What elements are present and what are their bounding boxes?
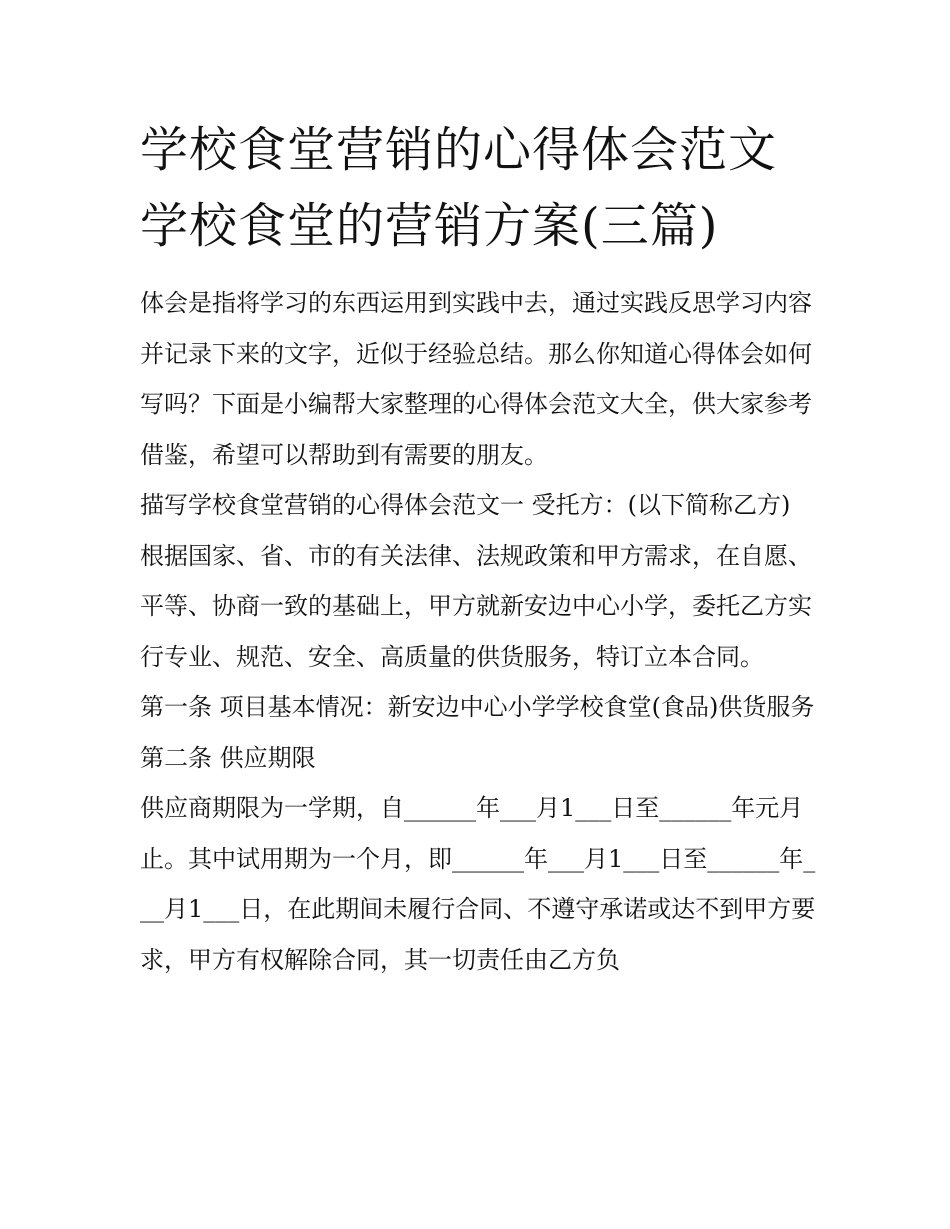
document-body <box>140 278 820 985</box>
paragraph-intro: 体会是指将学习的东西运用到实践中去，通过实践反思学习内容并记录下来的文字，近似于经验总结。那么你知道心得体会如何写吗？下面是小编帮大家整理的心得体会范文大全，供大家参考借鉴，希望可以帮助到有需要的朋友。 <box>140 289 812 469</box>
paragraph-heading: 描写学校食堂营销的心得体会范文一 受托方：(以下简称乙方) <box>140 491 791 519</box>
document-title <box>140 112 840 264</box>
paragraph-article-1: 第一条 项目基本情况：新安边中心小学学校食堂(食品)供货服务 第二条 供应期限 <box>140 693 815 772</box>
title-line-2: 学校食堂的营销方案(三篇) <box>140 198 719 254</box>
paragraph-supply-period: 供应商期限为一学期，自______年___月1___日至______年元月止。其中试用期为一个月，即______年___月1___日至______年___月1___日，在此期间未履行合同、不遵守承诺或达不到甲方要求，甲方有权解除合同，其一切责任由乙方负 <box>140 794 816 974</box>
paragraph-basis: 根据国家、省、市的有关法律、法规政策和甲方需求，在自愿、平等、协商一致的基础上，甲方就新安边中心小学，委托乙方实行专业、规范、安全、高质量的供货服务，特订立本合同。 <box>140 541 812 671</box>
title-line-1: 学校食堂营销的心得体会范文 <box>140 122 778 178</box>
